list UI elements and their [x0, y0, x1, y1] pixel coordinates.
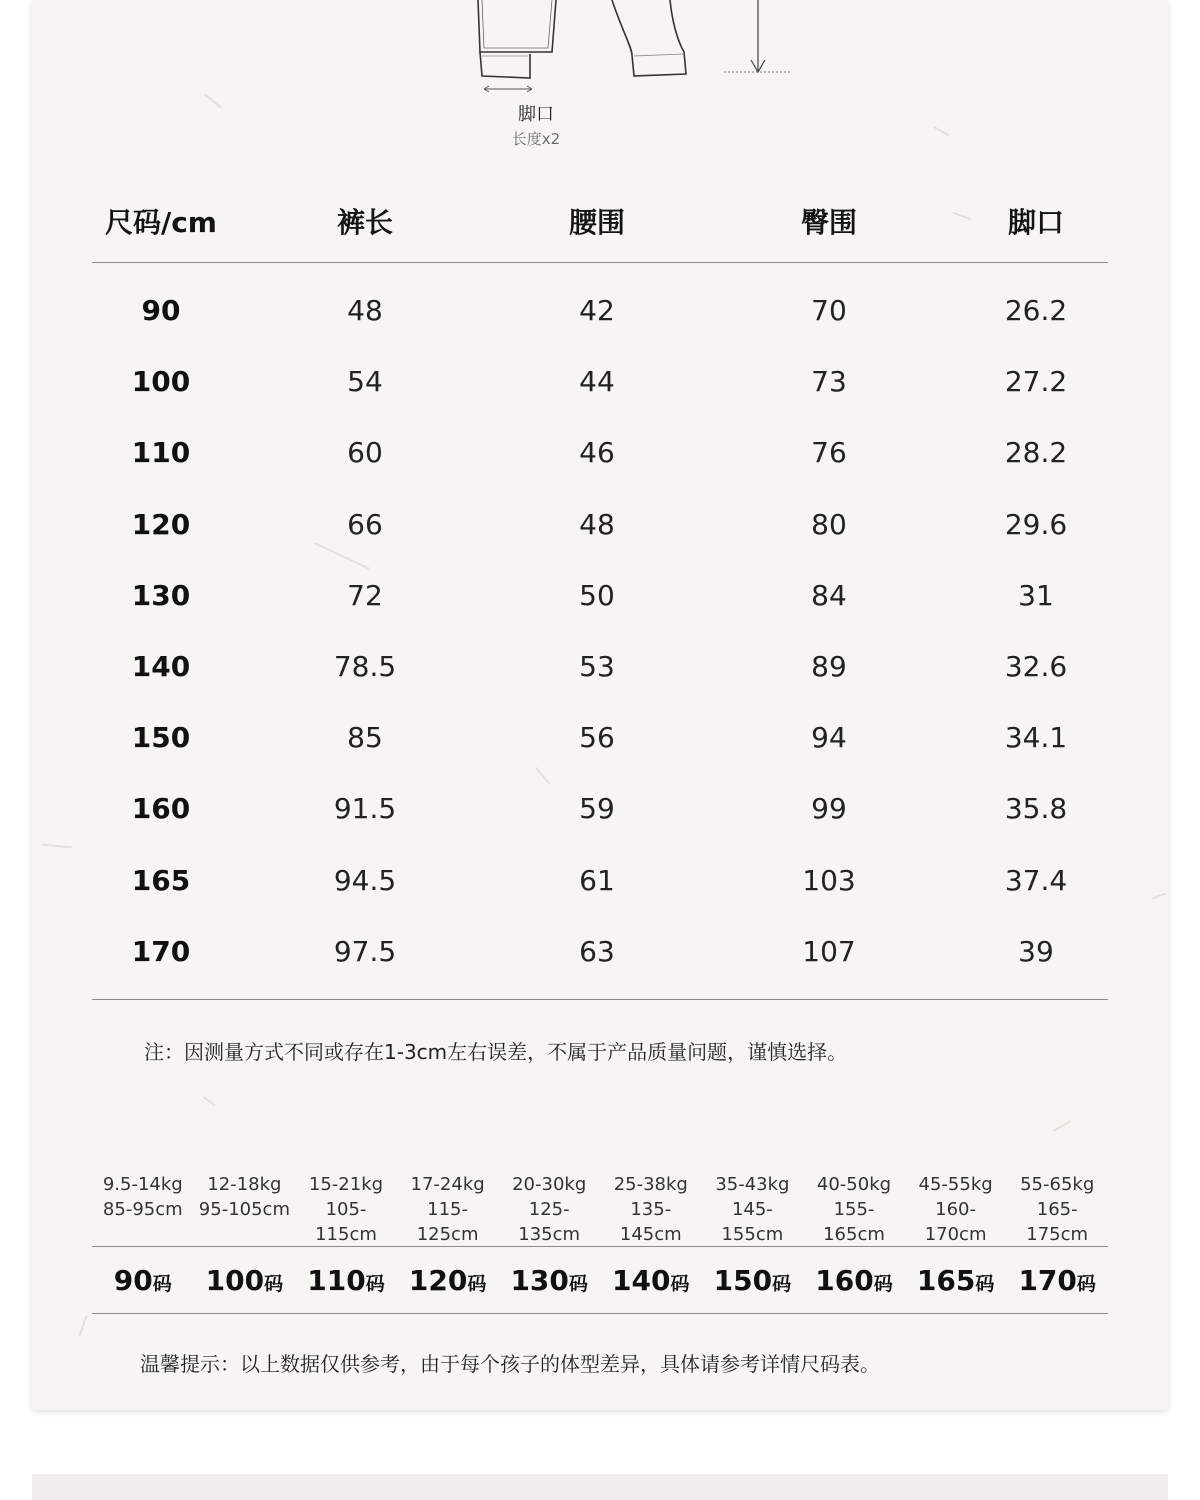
cell-length: 54	[347, 365, 383, 399]
height-range: 95-105cm	[198, 1199, 290, 1220]
height-range: 125-135cm	[518, 1199, 581, 1245]
size-table-header	[92, 180, 1108, 263]
cell-hip: 80	[811, 507, 847, 541]
reference-note: 温馨提示：以上数据仅供参考，由于每个孩子的体型差异，具体请参考详情尺码表。	[140, 1352, 880, 1376]
size-table-body	[92, 263, 1108, 1000]
cell-hem: 28.2	[1004, 436, 1068, 470]
cell-hem: 37.4	[1004, 863, 1068, 897]
size-number: 90	[113, 1263, 153, 1297]
table-row	[92, 489, 1108, 560]
size-cell	[600, 1264, 702, 1297]
cell-hip: 73	[811, 365, 847, 399]
cell-hem: 32.6	[1004, 650, 1068, 684]
paper-fiber	[78, 1315, 87, 1336]
cell-hip: 103	[802, 863, 856, 897]
size-cell	[803, 1264, 905, 1297]
cell-length: 78.5	[333, 650, 397, 684]
cell-length: 72	[347, 578, 383, 612]
cell-size: 100	[131, 365, 191, 399]
size-guide-sizes	[92, 1247, 1108, 1314]
size-cell	[295, 1264, 397, 1297]
size-cell	[905, 1264, 1007, 1297]
table-row	[92, 845, 1108, 916]
size-unit: 码	[152, 1272, 172, 1295]
table-row	[92, 346, 1108, 417]
height-range: 145-155cm	[721, 1199, 784, 1245]
cell-hem: 31	[1018, 578, 1054, 612]
measurement-note: 注：因测量方式不同或存在1-3cm左右误差，不属于产品质量问题，谨慎选择。	[144, 1040, 848, 1064]
height-range: 85-95cm	[102, 1199, 183, 1220]
cell-length: 66	[347, 507, 383, 541]
size-number: 140	[612, 1263, 671, 1297]
size-guide-table	[92, 1172, 1108, 1314]
size-number: 150	[713, 1263, 773, 1297]
height-range: 160-170cm	[924, 1199, 987, 1245]
cell-waist: 50	[579, 578, 615, 612]
weight-range: 25-38kg	[613, 1174, 688, 1195]
height-range: 115-125cm	[416, 1199, 479, 1245]
paper-fiber	[42, 844, 72, 849]
pants-illustration	[472, 0, 812, 160]
cell-size: 130	[131, 578, 191, 612]
cell-size: 120	[131, 507, 191, 541]
cell-waist: 59	[579, 792, 615, 826]
weight-range: 17-24kg	[410, 1174, 485, 1195]
paper-fiber	[1053, 1120, 1071, 1132]
cell-waist: 42	[579, 294, 615, 328]
cell-hip: 89	[811, 650, 847, 684]
cell-size: 160	[131, 792, 191, 826]
height-range: 105-115cm	[315, 1199, 377, 1245]
size-unit: 码	[975, 1272, 995, 1295]
cell-hem: 26.2	[1004, 294, 1068, 328]
table-row	[92, 773, 1108, 844]
cell-hip: 107	[802, 934, 856, 968]
weight-range: 40-50kg	[816, 1174, 892, 1195]
weight-range: 9.5-14kg	[102, 1174, 183, 1195]
table-row	[92, 702, 1108, 773]
next-section-edge	[32, 1474, 1168, 1500]
weight-range: 12-18kg	[207, 1174, 282, 1195]
paper-fiber	[1152, 893, 1166, 900]
range-cell	[702, 1172, 804, 1247]
height-range: 155-165cm	[823, 1199, 885, 1245]
size-chart-card	[32, 0, 1168, 1410]
size-unit: 码	[670, 1272, 690, 1295]
cell-length: 91.5	[333, 792, 397, 826]
cell-length: 48	[347, 294, 383, 328]
paper-fiber	[933, 126, 950, 137]
weight-range: 20-30kg	[512, 1174, 587, 1195]
cell-waist: 48	[579, 507, 615, 541]
cell-size: 150	[131, 721, 191, 755]
size-unit: 码	[772, 1272, 792, 1295]
size-unit: 码	[568, 1272, 588, 1295]
weight-range: 15-21kg	[308, 1174, 384, 1195]
cell-hem: 35.8	[1004, 792, 1068, 826]
range-cell	[600, 1172, 702, 1247]
size-cell	[1006, 1264, 1108, 1297]
header-length: 裤长	[336, 206, 393, 239]
table-row	[92, 417, 1108, 488]
size-unit: 码	[467, 1272, 487, 1295]
range-cell	[295, 1172, 397, 1247]
range-cell	[1006, 1172, 1108, 1247]
hem-sub-label: 长度x2	[511, 130, 561, 148]
cell-length: 94.5	[333, 863, 397, 897]
cell-waist: 61	[579, 863, 615, 897]
size-cell	[194, 1264, 296, 1297]
size-unit: 码	[873, 1272, 893, 1295]
cell-waist: 53	[579, 650, 615, 684]
cell-hip: 76	[811, 436, 847, 470]
cell-size: 140	[131, 650, 191, 684]
size-unit: 码	[365, 1272, 385, 1295]
cell-hem: 29.6	[1004, 507, 1068, 541]
cell-waist: 46	[579, 436, 615, 470]
size-number: 165	[916, 1263, 976, 1297]
header-hem: 脚口	[1007, 206, 1064, 239]
cell-hem: 27.2	[1004, 365, 1068, 399]
range-cell	[92, 1172, 194, 1247]
paper-fiber	[203, 1096, 216, 1106]
range-cell	[905, 1172, 1007, 1247]
size-table	[92, 180, 1108, 1000]
cell-size: 165	[131, 863, 191, 897]
table-row	[92, 275, 1108, 346]
paper-fiber	[204, 93, 222, 109]
cell-hip: 94	[811, 721, 847, 755]
cell-hip: 99	[811, 792, 847, 826]
size-guide-ranges	[92, 1172, 1108, 1247]
size-number: 120	[408, 1263, 468, 1297]
cell-length: 97.5	[333, 934, 397, 968]
cell-hip: 70	[811, 294, 847, 328]
size-cell	[702, 1264, 804, 1297]
size-number: 160	[815, 1263, 874, 1297]
size-unit: 码	[1076, 1272, 1096, 1295]
header-size: 尺码/cm	[104, 206, 217, 239]
height-range: 135-145cm	[619, 1199, 682, 1245]
size-cell	[397, 1264, 499, 1297]
size-cell	[498, 1264, 600, 1297]
header-hip: 臀围	[800, 206, 857, 239]
size-unit: 码	[264, 1272, 284, 1295]
range-cell	[803, 1172, 905, 1247]
cell-size: 110	[131, 436, 191, 470]
cell-waist: 44	[579, 365, 615, 399]
cell-hem: 39	[1018, 934, 1054, 968]
cell-waist: 63	[579, 934, 615, 968]
weight-range: 45-55kg	[918, 1174, 993, 1195]
weight-range: 55-65kg	[1020, 1174, 1095, 1195]
table-row	[92, 916, 1108, 987]
cell-hem: 34.1	[1004, 721, 1068, 755]
table-row	[92, 631, 1108, 702]
cell-length: 60	[347, 436, 383, 470]
cell-length: 85	[347, 721, 383, 755]
range-cell	[194, 1172, 296, 1247]
cell-size: 170	[131, 934, 191, 968]
table-row	[92, 560, 1108, 631]
size-number: 130	[510, 1263, 569, 1297]
size-number: 170	[1018, 1263, 1077, 1297]
header-waist: 腰围	[568, 206, 625, 239]
range-cell	[498, 1172, 600, 1247]
cell-waist: 56	[579, 721, 615, 755]
cell-size: 90	[141, 294, 181, 328]
size-number: 110	[307, 1263, 366, 1297]
cell-hip: 84	[811, 578, 847, 612]
range-cell	[397, 1172, 499, 1247]
hem-label: 脚口	[518, 104, 554, 125]
size-number: 100	[205, 1263, 265, 1297]
size-cell	[92, 1264, 194, 1297]
height-range: 165-175cm	[1026, 1199, 1089, 1245]
weight-range: 35-43kg	[715, 1174, 790, 1195]
